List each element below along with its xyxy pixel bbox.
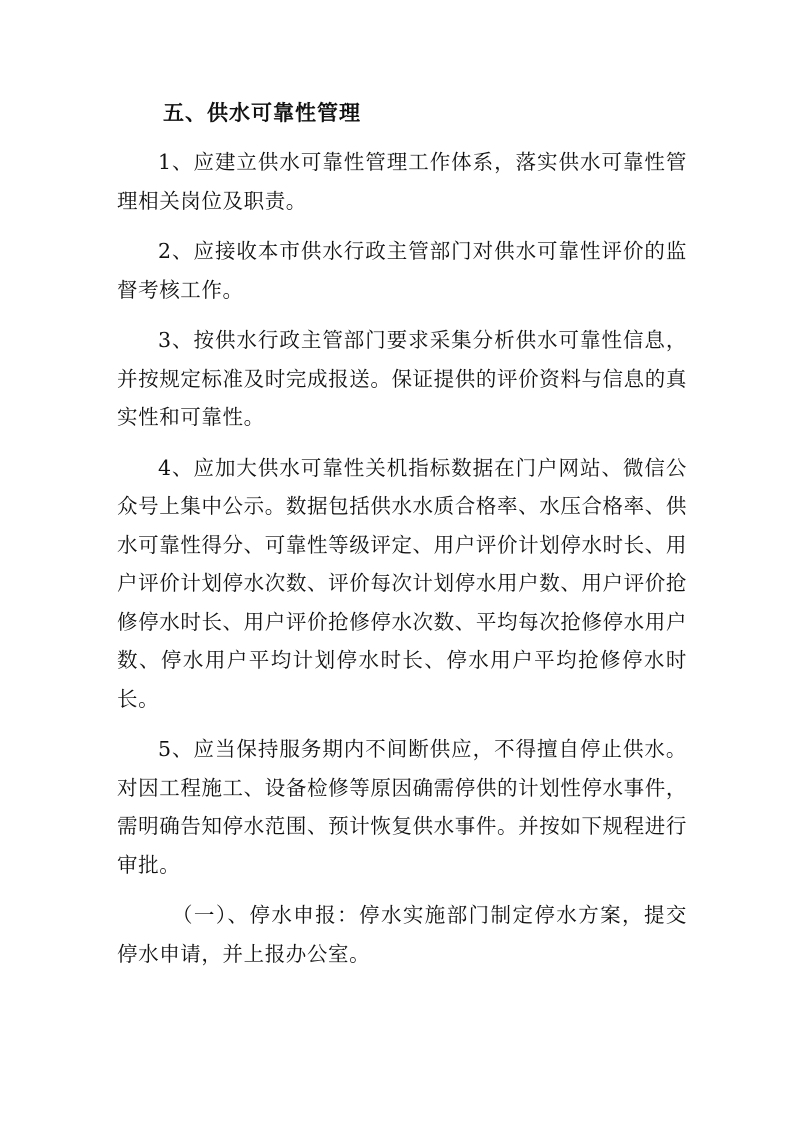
paragraph-1: 1、应建立供水可靠性管理工作体系，落实供水可靠性管理相关岗位及职责。 — [117, 150, 687, 213]
document-body — [117, 93, 687, 985]
paragraph-5: 5、应当保持服务期内不间断供应，不得擅自停止供水。对因工程施工、设备检修等原因确需停供的计划性停水事件，需明确告知停水范围、预计恢复供水事件。并按如下规程进行审批。 — [117, 737, 687, 877]
paragraph-2: 2、应接收本市供水行政主管部门对供水可靠性评价的监督考核工作。 — [117, 239, 687, 302]
paragraph-3: 3、按供水行政主管部门要求采集分析供水可靠性信息，并按规定标准及时完成报送。保证提供的评价资料与信息的真实性和可靠性。 — [117, 328, 687, 429]
section-title: 五、供水可靠性管理 — [163, 101, 361, 125]
paragraph-4: 4、应加大供水可靠性关机指标数据在门户网站、微信公众号上集中公示。数据包括供水水质合格率、水压合格率、供水可靠性得分、可靠性等级评定、用户评价计划停水时长、用户评价计划停水次数、评价每次计划停水用户数、用户评价抢修停水时长、用户评价抢修停水次数、平均每次抢修停水用户数、停水用户平均计划停水时长、停水用户平均抢修停水时长。 — [117, 455, 687, 711]
paragraph-sub-1: （一）、停水申报：停水实施部门制定停水方案，提交停水申请，并上报办公室。 — [117, 903, 687, 966]
